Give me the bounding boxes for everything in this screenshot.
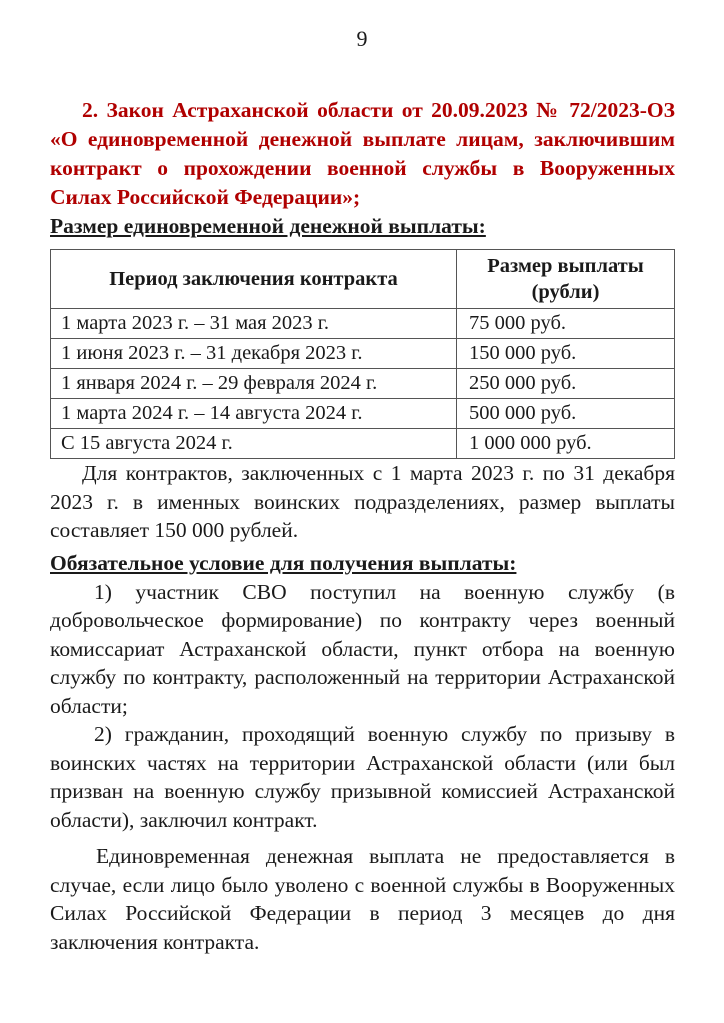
named-units-note: Для контрактов, заключенных с 1 марта 2023 г. по 31 декабря 2023 г. в именных воинских подразделениях, размер выплаты составляет 150 000 рублей. <box>50 461 675 542</box>
row-amount: 75 000 руб. <box>457 309 675 339</box>
header-period: Период заключения контракта <box>51 250 457 309</box>
row-period: 1 марта 2023 г. – 31 мая 2023 г. <box>51 309 457 339</box>
header-amount: Размер выплаты (рубли) <box>457 250 675 309</box>
condition-item-2: 2) гражданин, проходящий военную службу по призыву в воинских частях на территории Астраханской области (или был призван на военную службу призывной комиссией Астраханской области), заключил контракт. <box>50 722 675 832</box>
page-content <box>50 96 675 956</box>
condition-heading: Обязательное условие для получения выплаты: <box>50 550 517 575</box>
table-header-row <box>51 250 675 309</box>
row-period: С 15 августа 2024 г. <box>51 429 457 459</box>
row-amount: 1 000 000 руб. <box>457 429 675 459</box>
table-row <box>51 399 675 429</box>
payments-table <box>50 249 675 459</box>
law-title: 2. Закон Астраханской области от 20.09.2023 № 72/2023-ОЗ «О единовременной денежной выплате лицам, заключившим контракт о прохождении военной службы в Вооруженных Силах Российской Федерации»; <box>50 98 675 209</box>
exclusion-note: Единовременная денежная выплата не предоставляется в случае, если лицо было уволено с военной службы в Вооруженных Силах Российской Федерации в период 3 месяцев до дня заключения контракта. <box>50 844 675 954</box>
payment-size-heading: Размер единовременной денежной выплаты: <box>50 214 486 238</box>
table-row <box>51 339 675 369</box>
row-amount: 500 000 руб. <box>457 399 675 429</box>
table-row <box>51 429 675 459</box>
condition-item-1: 1) участник СВО поступил на военную службу (в добровольческое формирование) по контракту через военный комиссариат Астраханской области, пункт отбора на военную службу по контракту, расположенный на территории Астраханской области; <box>50 579 675 718</box>
row-amount: 150 000 руб. <box>457 339 675 369</box>
row-period: 1 марта 2024 г. – 14 августа 2024 г. <box>51 399 457 429</box>
table-row <box>51 309 675 339</box>
row-period: 1 июня 2023 г. – 31 декабря 2023 г. <box>51 339 457 369</box>
row-period: 1 января 2024 г. – 29 февраля 2024 г. <box>51 369 457 399</box>
row-amount: 250 000 руб. <box>457 369 675 399</box>
page-number: 9 <box>356 26 368 51</box>
table-row <box>51 369 675 399</box>
